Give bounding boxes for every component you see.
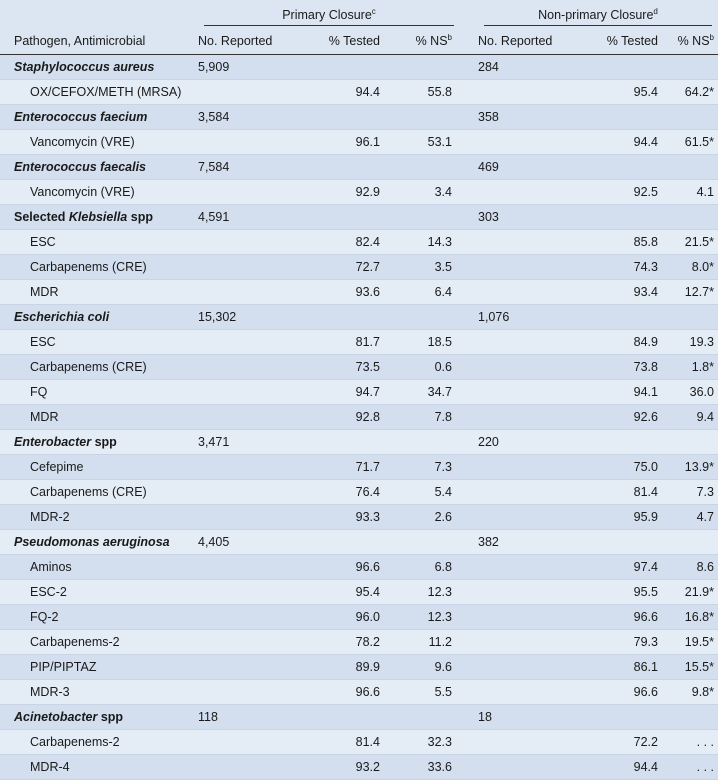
primary-reported (198, 405, 294, 430)
antimicrobial-name: Vancomycin (VRE) (0, 130, 198, 155)
antimicrobial-row (0, 605, 718, 630)
nonprimary-ns (658, 205, 718, 230)
pathogen-row (0, 105, 718, 130)
antimicrobial-name: ESC-2 (0, 580, 198, 605)
primary-ns: 11.2 (380, 630, 460, 655)
spacer (460, 580, 478, 605)
primary-reported: 5,909 (198, 55, 294, 80)
antimicrobial-row (0, 480, 718, 505)
nonprimary-reported (478, 405, 574, 430)
nonprimary-ns: 19.3 (658, 330, 718, 355)
antimicrobial-row (0, 630, 718, 655)
primary-ns: 3.5 (380, 255, 460, 280)
antimicrobial-name: Carbapenems (CRE) (0, 255, 198, 280)
nonprimary-reported (478, 130, 574, 155)
antimicrobial-row (0, 280, 718, 305)
pathogen-label: Enterococcus faecalis (14, 160, 147, 174)
primary-ns: 34.7 (380, 380, 460, 405)
nonprimary-reported (478, 755, 574, 780)
spacer (460, 105, 478, 130)
nonprimary-reported (478, 680, 574, 705)
nonprimary-reported (478, 280, 574, 305)
nonprimary-reported: 382 (478, 530, 574, 555)
antimicrobial-row (0, 230, 718, 255)
primary-ns: 53.1 (380, 130, 460, 155)
pathogen-name (0, 530, 198, 555)
primary-tested: 94.7 (294, 380, 380, 405)
primary-reported (198, 380, 294, 405)
antimicrobial-name: MDR-2 (0, 505, 198, 530)
pathogen-row (0, 55, 718, 80)
nonprimary-ns: 8.6 (658, 555, 718, 580)
pathogen-label-part: spp (127, 210, 153, 224)
spacer (460, 505, 478, 530)
primary-tested: 81.4 (294, 730, 380, 755)
primary-tested (294, 305, 380, 330)
antimicrobial-row (0, 655, 718, 680)
pathogen-label: Pseudomonas aeruginosa (14, 535, 170, 549)
nonprimary-ns: 21.9* (658, 580, 718, 605)
primary-tested: 71.7 (294, 455, 380, 480)
spacer (460, 755, 478, 780)
primary-tested (294, 705, 380, 730)
pathogen-name (0, 430, 198, 455)
primary-reported (198, 630, 294, 655)
nonprimary-ns: 7.3 (658, 480, 718, 505)
col-nonprimary-ns: % $NS^b$ (658, 28, 718, 55)
primary-ns: 32.3 (380, 730, 460, 755)
nonprimary-tested: 94.4 (574, 130, 658, 155)
nonprimary-tested: 75.0 (574, 455, 658, 480)
primary-reported (198, 480, 294, 505)
nonprimary-ns (658, 430, 718, 455)
antimicrobial-name: Vancomycin (VRE) (0, 180, 198, 205)
antimicrobial-row (0, 505, 718, 530)
col-nonprimary-tested: % Tested (574, 28, 658, 55)
primary-tested: 78.2 (294, 630, 380, 655)
primary-tested: 89.9 (294, 655, 380, 680)
nonprimary-reported (478, 480, 574, 505)
nonprimary-tested: 86.1 (574, 655, 658, 680)
antimicrobial-name: FQ (0, 380, 198, 405)
nonprimary-tested: 94.1 (574, 380, 658, 405)
antimicrobial-row (0, 180, 718, 205)
primary-ns (380, 705, 460, 730)
nonprimary-reported (478, 630, 574, 655)
antimicrobial-name: PIP/PIPTAZ (0, 655, 198, 680)
pathogen-name (0, 155, 198, 180)
nonprimary-ns: 4.1 (658, 180, 718, 205)
primary-tested (294, 430, 380, 455)
primary-reported: 118 (198, 705, 294, 730)
nonprimary-tested (574, 155, 658, 180)
primary-ns: 9.6 (380, 655, 460, 680)
header-group-row (0, 0, 718, 28)
nonprimary-ns: 61.5* (658, 130, 718, 155)
nonprimary-reported (478, 255, 574, 280)
nonprimary-ns: 16.8* (658, 605, 718, 630)
nonprimary-ns: 36.0 (658, 380, 718, 405)
nonprimary-tested: 72.2 (574, 730, 658, 755)
nonprimary-tested (574, 430, 658, 455)
spacer (460, 280, 478, 305)
primary-ns: 7.8 (380, 405, 460, 430)
antimicrobial-name: OX/CEFOX/METH (MRSA) (0, 80, 198, 105)
nonprimary-tested: 84.9 (574, 330, 658, 355)
col-pathogen: Pathogen, Antimicrobial (0, 28, 198, 55)
nonprimary-tested (574, 55, 658, 80)
antimicrobial-name: ESC (0, 230, 198, 255)
primary-tested: 96.6 (294, 680, 380, 705)
nonprimary-ns (658, 305, 718, 330)
primary-ns: 0.6 (380, 355, 460, 380)
nonprimary-closure-header: Non-primary Closure$^d$ (478, 0, 718, 28)
primary-ns: 5.4 (380, 480, 460, 505)
pathogen-name (0, 705, 198, 730)
antimicrobial-name: ESC (0, 330, 198, 355)
nonprimary-tested: 92.5 (574, 180, 658, 205)
primary-tested (294, 105, 380, 130)
primary-tested: 82.4 (294, 230, 380, 255)
nonprimary-ns: 64.2* (658, 80, 718, 105)
nonprimary-reported: 358 (478, 105, 574, 130)
nonprimary-tested: 92.6 (574, 405, 658, 430)
antimicrobial-row (0, 255, 718, 280)
nonprimary-reported (478, 330, 574, 355)
nonprimary-tested: 73.8 (574, 355, 658, 380)
primary-reported: 4,405 (198, 530, 294, 555)
primary-reported: 3,584 (198, 105, 294, 130)
primary-ns (380, 155, 460, 180)
nonprimary-tested: 85.8 (574, 230, 658, 255)
nonprimary-reported: 220 (478, 430, 574, 455)
primary-ns: 6.8 (380, 555, 460, 580)
primary-tested: 72.7 (294, 255, 380, 280)
pathogen-row (0, 305, 718, 330)
primary-reported (198, 505, 294, 530)
nonprimary-reported (478, 730, 574, 755)
antimicrobial-row (0, 455, 718, 480)
nonprimary-tested (574, 105, 658, 130)
nonprimary-reported (478, 455, 574, 480)
nonprimary-reported (478, 580, 574, 605)
antimicrobial-name: MDR-4 (0, 755, 198, 780)
nonprimary-reported: 469 (478, 155, 574, 180)
pathogen-label-part: Acinetobacter (14, 710, 98, 724)
primary-reported (198, 230, 294, 255)
pathogen-label: Staphylococcus aureus (14, 60, 155, 74)
primary-ns (380, 105, 460, 130)
nonprimary-tested: 81.4 (574, 480, 658, 505)
spacer (460, 305, 478, 330)
primary-tested: 73.5 (294, 355, 380, 380)
nonprimary-reported (478, 380, 574, 405)
spacer (460, 430, 478, 455)
primary-reported: 4,591 (198, 205, 294, 230)
primary-tested: 96.0 (294, 605, 380, 630)
nonprimary-ns: 21.5* (658, 230, 718, 255)
primary-ns: 55.8 (380, 80, 460, 105)
spacer (460, 630, 478, 655)
primary-reported (198, 455, 294, 480)
nonprimary-ns: 1.8* (658, 355, 718, 380)
primary-tested: 96.6 (294, 555, 380, 580)
column-header-row (0, 28, 718, 55)
spacer (460, 480, 478, 505)
spacer (460, 680, 478, 705)
antimicrobial-row (0, 680, 718, 705)
antimicrobial-name: Cefepime (0, 455, 198, 480)
primary-tested: 95.4 (294, 580, 380, 605)
primary-reported (198, 130, 294, 155)
nonprimary-reported (478, 505, 574, 530)
primary-reported: 3,471 (198, 430, 294, 455)
spacer (460, 230, 478, 255)
nonprimary-reported (478, 180, 574, 205)
nonprimary-ns (658, 705, 718, 730)
spacer (460, 555, 478, 580)
primary-tested: 76.4 (294, 480, 380, 505)
spacer (460, 380, 478, 405)
primary-tested: 92.8 (294, 405, 380, 430)
primary-ns (380, 305, 460, 330)
primary-reported (198, 180, 294, 205)
primary-ns: 18.5 (380, 330, 460, 355)
nonprimary-tested: 95.9 (574, 505, 658, 530)
nonprimary-reported: 18 (478, 705, 574, 730)
nonprimary-tested (574, 205, 658, 230)
primary-tested: 93.2 (294, 755, 380, 780)
primary-reported: 15,302 (198, 305, 294, 330)
nonprimary-ns: 12.7* (658, 280, 718, 305)
nonprimary-reported (478, 230, 574, 255)
primary-tested: 96.1 (294, 130, 380, 155)
primary-reported (198, 330, 294, 355)
primary-tested: 81.7 (294, 330, 380, 355)
spacer (460, 355, 478, 380)
primary-reported (198, 655, 294, 680)
primary-ns: 5.5 (380, 680, 460, 705)
spacer (460, 605, 478, 630)
nonprimary-reported: 284 (478, 55, 574, 80)
primary-ns: 6.4 (380, 280, 460, 305)
primary-ns: 12.3 (380, 580, 460, 605)
spacer (460, 530, 478, 555)
pathogen-row (0, 705, 718, 730)
primary-ns (380, 530, 460, 555)
antimicrobial-name: MDR-3 (0, 680, 198, 705)
nonprimary-tested (574, 705, 658, 730)
col-nonprimary-reported: No. Reported (478, 28, 574, 55)
pathogen-label: Escherichia coli (14, 310, 110, 324)
primary-reported (198, 755, 294, 780)
nonprimary-ns (658, 530, 718, 555)
nonprimary-reported (478, 655, 574, 680)
antimicrobial-row (0, 355, 718, 380)
antimicrobial-row (0, 755, 718, 780)
col-primary-ns: % $NS^b$ (380, 28, 460, 55)
antimicrobial-row (0, 580, 718, 605)
antimicrobial-name: MDR (0, 280, 198, 305)
pathogen-row (0, 205, 718, 230)
nonprimary-ns: 9.8* (658, 680, 718, 705)
spacer (460, 455, 478, 480)
antimicrobial-name: Carbapenems-2 (0, 630, 198, 655)
primary-tested (294, 205, 380, 230)
spacer (460, 55, 478, 80)
nonprimary-tested: 97.4 (574, 555, 658, 580)
spacer (460, 405, 478, 430)
antimicrobial-name: FQ-2 (0, 605, 198, 630)
nonprimary-ns: 13.9* (658, 455, 718, 480)
nonprimary-ns: 19.5* (658, 630, 718, 655)
antimicrobial-row (0, 80, 718, 105)
pathogen-name (0, 55, 198, 80)
nonprimary-ns (658, 55, 718, 80)
nonprimary-ns: 4.7 (658, 505, 718, 530)
primary-reported (198, 730, 294, 755)
primary-tested: 93.6 (294, 280, 380, 305)
pathogen-label-part: Klebsiella (68, 210, 128, 224)
primary-reported: 7,584 (198, 155, 294, 180)
spacer (460, 80, 478, 105)
nonprimary-ns: . . . (658, 730, 718, 755)
nonprimary-tested: 79.3 (574, 630, 658, 655)
spacer (460, 180, 478, 205)
antimicrobial-row (0, 405, 718, 430)
primary-reported (198, 255, 294, 280)
antimicrobial-name: Carbapenems (CRE) (0, 480, 198, 505)
primary-ns: 33.6 (380, 755, 460, 780)
nonprimary-tested: 96.6 (574, 680, 658, 705)
spacer (460, 655, 478, 680)
primary-ns: 3.4 (380, 180, 460, 205)
pathogen-name (0, 105, 198, 130)
nonprimary-tested: 93.4 (574, 280, 658, 305)
antimicrobial-row (0, 555, 718, 580)
primary-reported (198, 355, 294, 380)
primary-ns (380, 205, 460, 230)
nonprimary-tested (574, 305, 658, 330)
nonprimary-reported (478, 605, 574, 630)
antimicrobial-name: Aminos (0, 555, 198, 580)
primary-tested: 93.3 (294, 505, 380, 530)
nonprimary-reported: 1,076 (478, 305, 574, 330)
pathogen-row (0, 430, 718, 455)
pathogen-label-part: Selected (14, 210, 69, 224)
primary-ns: 2.6 (380, 505, 460, 530)
primary-reported (198, 280, 294, 305)
nonprimary-ns: 9.4 (658, 405, 718, 430)
primary-tested (294, 155, 380, 180)
nonprimary-reported (478, 355, 574, 380)
primary-reported (198, 605, 294, 630)
pathogen-row (0, 530, 718, 555)
spacer (460, 255, 478, 280)
spacer (460, 155, 478, 180)
nonprimary-tested: 96.6 (574, 605, 658, 630)
nonprimary-tested: 95.4 (574, 80, 658, 105)
antimicrobial-row (0, 130, 718, 155)
nonprimary-ns (658, 155, 718, 180)
col-primary-tested: % Tested (294, 28, 380, 55)
nonprimary-ns: . . . (658, 755, 718, 780)
pathogen-label: Enterococcus faecium (14, 110, 148, 124)
nonprimary-ns: 8.0* (658, 255, 718, 280)
nonprimary-tested: 74.3 (574, 255, 658, 280)
spacer (460, 705, 478, 730)
antimicrobial-name: Carbapenems (CRE) (0, 355, 198, 380)
primary-closure-header: Primary Closure$^c$ (198, 0, 460, 28)
spacer (460, 730, 478, 755)
antimicrobial-row (0, 730, 718, 755)
antimicrobial-name: MDR (0, 405, 198, 430)
nonprimary-tested (574, 530, 658, 555)
spacer (460, 205, 478, 230)
spacer (460, 330, 478, 355)
spacer (460, 130, 478, 155)
pathogen-label-part: spp (91, 435, 117, 449)
primary-reported (198, 580, 294, 605)
nonprimary-reported (478, 80, 574, 105)
pathogen-label-part: spp (97, 710, 124, 724)
nonprimary-ns (658, 105, 718, 130)
primary-ns (380, 55, 460, 80)
pathogen-name (0, 205, 198, 230)
pathogen-name (0, 305, 198, 330)
pathogen-row (0, 155, 718, 180)
antimicrobial-name: Carbapenems-2 (0, 730, 198, 755)
primary-tested (294, 530, 380, 555)
primary-tested (294, 55, 380, 80)
primary-ns (380, 430, 460, 455)
nonprimary-tested: 95.5 (574, 580, 658, 605)
primary-reported (198, 680, 294, 705)
primary-ns: 12.3 (380, 605, 460, 630)
primary-reported (198, 555, 294, 580)
nonprimary-reported: 303 (478, 205, 574, 230)
primary-reported (198, 80, 294, 105)
primary-tested: 94.4 (294, 80, 380, 105)
nonprimary-tested: 94.4 (574, 755, 658, 780)
nonprimary-reported (478, 555, 574, 580)
primary-ns: 14.3 (380, 230, 460, 255)
nonprimary-ns: 15.5* (658, 655, 718, 680)
col-primary-reported: No. Reported (198, 28, 294, 55)
primary-tested: 92.9 (294, 180, 380, 205)
pathogen-label-part: Enterobacter (14, 435, 92, 449)
antimicrobial-row (0, 330, 718, 355)
primary-ns: 7.3 (380, 455, 460, 480)
antimicrobial-row (0, 380, 718, 405)
